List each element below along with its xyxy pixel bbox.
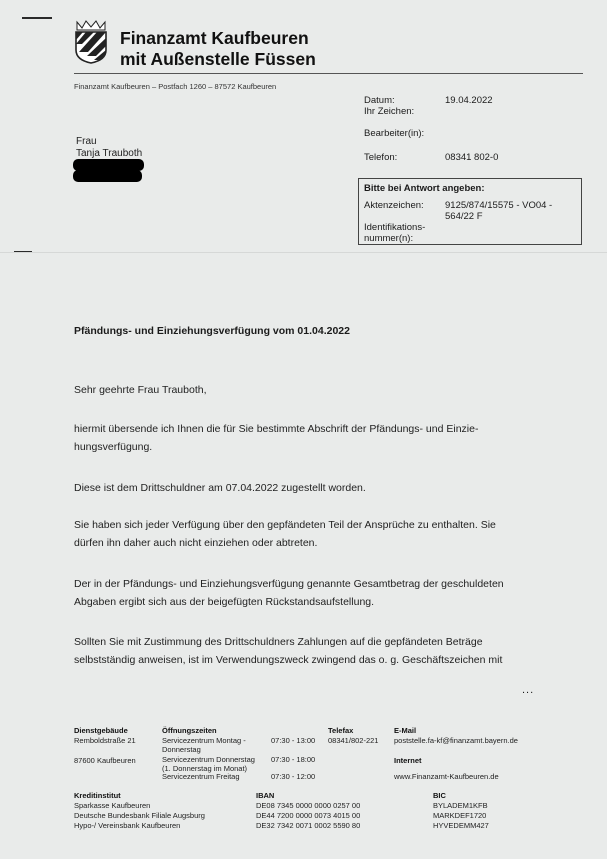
footer-hours-1-time: 07:30 - 13:00 bbox=[271, 736, 316, 745]
footer-bank-1: Sparkasse Kaufbeuren bbox=[74, 801, 151, 810]
footer-hours-3-time: 07:30 - 12:00 bbox=[271, 772, 316, 782]
reply-box-title: Bitte bei Antwort angeben: bbox=[364, 183, 485, 194]
paragraph-4-line1: Der in der Pfändungs- und Einziehungsverfügung genannte Gesamtbetrag der geschuldeten bbox=[74, 578, 504, 590]
id-number-label-line2: nummer(n): bbox=[364, 233, 414, 244]
footer-bic-heading: BIC bbox=[433, 791, 446, 800]
paragraph-1 bbox=[74, 420, 554, 456]
footer-hours-heading: Öffnungszeiten bbox=[162, 726, 217, 735]
paragraph-1-line2: hungsverfügung. bbox=[74, 441, 153, 453]
paragraph-1-line1: hiermit übersende ich Ihnen die für Sie bestimmte Abschrift der Pfändungs- und Einzie- bbox=[74, 423, 479, 435]
letter-subject: Pfändungs- und Einziehungsverfügung vom 01.04.2022 bbox=[74, 325, 350, 337]
reply-reference-box bbox=[358, 178, 582, 245]
footer-bic-2: MARKDEF1720 bbox=[433, 811, 487, 820]
fold-line bbox=[0, 252, 607, 253]
footer-bank-3: Hypo-/ Vereinsbank Kaufbeuren bbox=[74, 821, 181, 830]
office-name-line2: mit Außenstelle Füssen bbox=[120, 49, 316, 69]
phone-label: Telefon: bbox=[364, 152, 398, 163]
footer-internet-value[interactable]: www.Finanzamt-Kaufbeuren.de bbox=[394, 772, 499, 782]
paragraph-4-line2: Abgaben ergibt sich aus der beigefügten Rückstandsaufstellung. bbox=[74, 596, 375, 608]
footer-iban-2: DE44 7200 0000 0073 4015 00 bbox=[256, 811, 361, 820]
return-address: Finanzamt Kaufbeuren – Postfach 1260 – 87572 Kaufbeuren bbox=[74, 82, 277, 91]
greeting: Sehr geehrte Frau Trauboth, bbox=[74, 384, 207, 396]
footer-fax-value: 08341/802-221 bbox=[328, 736, 379, 745]
paragraph-3-line2: dürfen ihn daher auch nicht einziehen oder abtreten. bbox=[74, 537, 318, 549]
footer-building-city: 87600 Kaufbeuren bbox=[74, 756, 136, 765]
footer-internet-heading: Internet bbox=[394, 756, 422, 765]
footer-iban-1: DE08 7345 0000 0000 0257 00 bbox=[256, 801, 361, 810]
footer-bank-heading: Kreditinstitut bbox=[74, 791, 121, 800]
phone-value: 08341 802-0 bbox=[445, 152, 499, 163]
paragraph-3-line1: Sie haben sich jeder Verfügung über den gepfändeten Teil der Ansprüche zu enthalten. Sie bbox=[74, 519, 496, 531]
footer-email-value[interactable]: poststelle.fa-kf@finanzamt.bayern.de bbox=[394, 736, 518, 745]
footer-hours-1b: Donnerstag bbox=[162, 744, 201, 754]
footer-bic-1: BYLADEM1KFB bbox=[433, 801, 488, 810]
footer-building-street: Remboldstraße 21 bbox=[74, 736, 136, 745]
recipient-salutation: Frau bbox=[76, 136, 97, 147]
footer-bank-2: Deutsche Bundesbank Filiale Augsburg bbox=[74, 811, 205, 820]
paragraph-5-line1: Sollten Sie mit Zustimmung des Drittschuldners Zahlungen auf die gepfändeten Beträge bbox=[74, 636, 483, 648]
paragraph-5-line2: selbstständig anweisen, ist im Verwendungszweck zwingend das o. g. Geschäftszeichen mit bbox=[74, 654, 503, 666]
paragraph-4 bbox=[74, 575, 554, 611]
footer-hours-1a: Servicezentrum Montag - bbox=[162, 736, 246, 745]
footer-email-heading: E-Mail bbox=[394, 726, 417, 735]
footer-iban-3: DE32 7342 0071 0002 5590 80 bbox=[256, 821, 361, 830]
file-number-label: Aktenzeichen: bbox=[364, 200, 424, 211]
file-number-line1: 9125/874/15575 - VO04 - bbox=[445, 200, 553, 211]
paragraph-2: Diese ist dem Drittschuldner am 07.04.2022 zugestellt worden. bbox=[74, 482, 366, 494]
footer-hours-2-time: 07:30 - 18:00 bbox=[271, 755, 316, 764]
file-number-line2: 564/22 F bbox=[445, 211, 483, 222]
id-number-label-line1: Identifikations- bbox=[364, 222, 426, 233]
your-ref-label: Ihr Zeichen: bbox=[364, 106, 415, 117]
recipient-name: Tanja Trauboth bbox=[76, 148, 143, 159]
date-value: 19.04.2022 bbox=[445, 95, 493, 106]
header-divider bbox=[74, 73, 583, 74]
bavarian-coat-of-arms-icon bbox=[74, 20, 108, 64]
footer-fax-heading: Telefax bbox=[328, 726, 354, 735]
punch-mark bbox=[22, 17, 52, 19]
paragraph-3 bbox=[74, 516, 554, 552]
office-name-line1: Finanzamt Kaufbeuren bbox=[120, 28, 309, 48]
date-label: Datum: bbox=[364, 95, 395, 106]
footer-bic-3: HYVEDEMM427 bbox=[433, 821, 489, 830]
footer-building-heading: Dienstgebäude bbox=[74, 726, 128, 735]
footer-hours-3a: Servicezentrum Freitag bbox=[162, 772, 240, 782]
redacted-address-line2 bbox=[73, 170, 142, 182]
paragraph-5 bbox=[74, 633, 554, 669]
footer-hours-2a: Servicezentrum Donnerstag bbox=[162, 755, 255, 764]
clerk-label: Bearbeiter(in): bbox=[364, 128, 425, 139]
continuation-marker: ... bbox=[522, 684, 535, 696]
footer-hours-2b: (1. Donnerstag im Monat) bbox=[162, 763, 248, 773]
footer-iban-heading: IBAN bbox=[256, 791, 275, 800]
office-name bbox=[120, 28, 316, 70]
